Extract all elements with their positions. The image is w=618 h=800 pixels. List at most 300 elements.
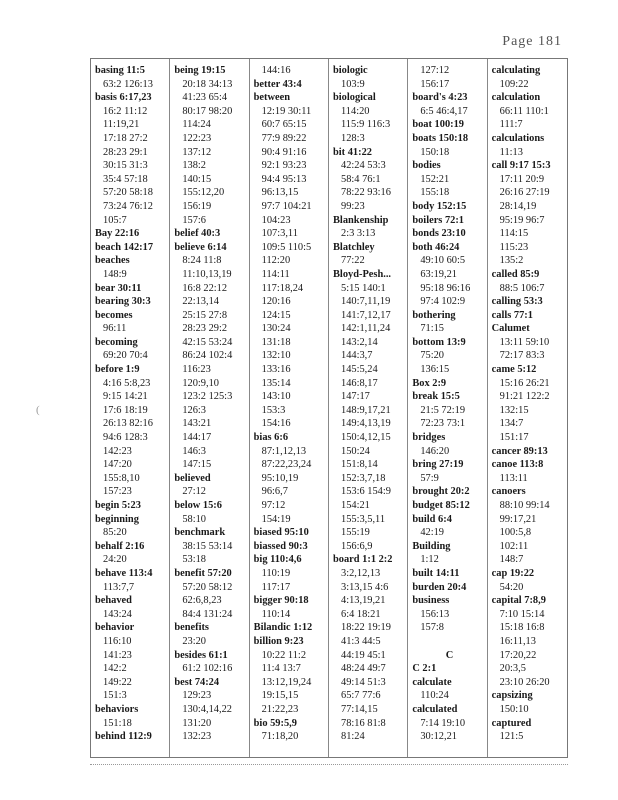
- index-reference: 141:23: [103, 649, 132, 661]
- index-reference: 124:15: [261, 309, 291, 321]
- index-reference: 22:13,14: [182, 296, 219, 308]
- index-reference: 13:11 59:10: [499, 336, 550, 348]
- word-index-columns: [91, 59, 567, 757]
- index-reference: 16:2 11:12: [103, 105, 148, 117]
- index-reference: 81:24: [341, 731, 365, 743]
- index-reference: 58:10: [182, 513, 206, 525]
- index-reference: 144:16: [261, 65, 291, 76]
- index-reference: 117:18,24: [261, 282, 304, 294]
- index-reference: 4:16 5:8,23: [103, 377, 151, 389]
- index-reference: 120:16: [261, 296, 291, 308]
- index-reference: 151:8,14: [341, 459, 378, 471]
- index-reference: 96:11: [103, 323, 127, 335]
- index-headword: believed: [174, 472, 211, 484]
- index-headword: beginning: [95, 513, 139, 525]
- index-reference: 132:10: [261, 350, 291, 362]
- index-reference: 121:5: [499, 731, 524, 743]
- index-reference: 73:24 76:12: [103, 200, 153, 212]
- index-reference: 6:4 18:21: [341, 608, 381, 620]
- index-reference: 116:23: [182, 364, 211, 376]
- index-reference: 114:24: [182, 119, 211, 131]
- index-reference: 17:11 20:9: [499, 173, 545, 185]
- index-reference: 61:2 102:16: [182, 663, 233, 675]
- index-headword: beach 142:17: [95, 241, 154, 253]
- index-reference: 97:12: [261, 500, 286, 511]
- index-reference: 148:7: [499, 554, 524, 566]
- index-headword: big 110:4,6: [253, 554, 302, 566]
- index-reference: 3:13,15 4:6: [341, 581, 389, 593]
- index-reference: 17:18 27:2: [103, 132, 148, 144]
- index-reference: 134:7: [499, 418, 524, 430]
- index-reference: 95:18 96:16: [420, 282, 471, 294]
- index-reference: 131:20: [182, 717, 212, 729]
- index-reference: 28:23 29:1: [103, 146, 148, 158]
- index-reference: 143:10: [261, 391, 291, 403]
- index-headword: calculation: [491, 92, 541, 104]
- index-reference: 57:20 58:12: [182, 581, 233, 593]
- index-reference: 133:16: [261, 364, 291, 376]
- index-reference: 65:7 77:6: [341, 690, 381, 702]
- index-headword: becoming: [95, 336, 138, 348]
- index-headword: biased 95:10: [253, 527, 309, 539]
- index-headword: boat 100:19: [412, 119, 464, 131]
- index-reference: 58:4 76:1: [341, 173, 381, 185]
- index-reference: 42:15 53:24: [182, 336, 233, 348]
- index-headword: build 6:4: [412, 513, 452, 525]
- index-headword: beaches: [95, 255, 130, 267]
- index-reference: 111:7: [499, 119, 523, 131]
- index-reference: 107:3,11: [261, 228, 298, 240]
- index-reference: 103:9: [341, 78, 365, 90]
- index-headword: bearing 30:3: [95, 296, 151, 308]
- index-reference: 63:19,21: [420, 268, 457, 280]
- index-headword: canoers: [491, 486, 526, 498]
- index-reference: 21:22,23: [261, 703, 299, 715]
- index-reference: 97:4 102:9: [420, 296, 466, 308]
- index-headword: built 14:11: [412, 567, 460, 579]
- index-headword: bit 41:22: [333, 146, 372, 158]
- index-reference: 94:4 95:13: [261, 173, 307, 185]
- index-reference: 113:11: [499, 472, 528, 484]
- index-reference: 155:12,20: [182, 187, 225, 199]
- index-reference: 28:14,19: [499, 200, 537, 212]
- index-reference: 148:9,17,21: [341, 404, 391, 416]
- index-reference: 62:6,8,23: [182, 595, 222, 607]
- index-reference: 129:23: [182, 690, 212, 702]
- index-reference: 156:17: [420, 78, 450, 90]
- index-reference: 156:6,9: [341, 540, 373, 552]
- index-reference: 96:13,15: [261, 187, 299, 199]
- index-headword: bio 59:5,9: [253, 717, 297, 729]
- index-reference: 153:6 154:9: [341, 486, 391, 498]
- index-column-3: [250, 59, 329, 757]
- index-reference: 11:19,21: [103, 119, 140, 131]
- index-reference: 130:24: [261, 323, 291, 335]
- index-reference: 116:10: [103, 635, 132, 647]
- index-reference: 102:11: [499, 540, 529, 552]
- index-reference: 146:3: [182, 445, 206, 457]
- index-reference: 120:9,10: [182, 377, 219, 389]
- index-headword: between: [253, 92, 291, 104]
- index-reference: 17:20,22: [499, 649, 537, 661]
- index-headword: billion 9:23: [253, 635, 304, 647]
- index-headword: Building: [412, 540, 451, 552]
- index-reference: 91:21 122:2: [499, 391, 550, 403]
- index-reference: 144:17: [182, 432, 212, 444]
- index-reference: 105:7: [103, 214, 127, 226]
- index-reference: 11:4 13:7: [261, 663, 301, 675]
- index-reference: 109:5 110:5: [261, 241, 312, 253]
- index-headword: behaved: [95, 595, 132, 607]
- index-headword: capsizing: [491, 690, 533, 702]
- index-headword: business: [412, 595, 450, 607]
- index-reference: 38:15 53:14: [182, 540, 233, 552]
- index-reference: 130:4,14,22: [182, 703, 232, 715]
- index-reference: 157:8: [420, 622, 444, 634]
- index-reference: 60:7 65:15: [261, 119, 307, 131]
- index-reference: 145:5,24: [341, 364, 378, 376]
- index-reference: 2:3 3:13: [341, 228, 376, 240]
- index-reference: 85:20: [103, 527, 127, 539]
- index-reference: 135:2: [499, 255, 524, 267]
- index-headword: canoe 113:8: [491, 459, 544, 471]
- index-reference: 11:13: [499, 146, 523, 158]
- index-reference: 11:10,13,19: [182, 268, 232, 280]
- index-headword: boilers 72:1: [412, 214, 464, 226]
- index-reference: 63:2 126:13: [103, 78, 153, 90]
- index-headword: being 19:15: [174, 65, 226, 76]
- index-reference: 10:22 11:2: [261, 649, 307, 661]
- index-reference: 71:15: [420, 323, 444, 335]
- index-reference: 140:7,11,19: [341, 296, 391, 308]
- index-headword: bridges: [412, 432, 446, 444]
- index-reference: 155:19: [341, 527, 370, 539]
- index-reference: 135:14: [261, 377, 291, 389]
- index-reference: 16:11,13: [499, 635, 536, 647]
- index-headword: Bay 22:16: [95, 228, 140, 240]
- index-reference: 54:20: [499, 581, 524, 593]
- index-headword: begin 5:23: [95, 500, 141, 511]
- index-reference: 146:20: [420, 445, 450, 457]
- index-reference: 21:5 72:19: [420, 404, 466, 416]
- index-reference: 154:21: [341, 500, 370, 511]
- index-reference: 95:19 96:7: [499, 214, 545, 226]
- index-reference: 41:3 44:5: [341, 635, 381, 647]
- index-reference: 19:15,15: [261, 690, 299, 702]
- index-reference: 13:12,19,24: [261, 676, 312, 688]
- index-reference: 28:23 29:2: [182, 323, 228, 335]
- index-headword: board's 4:23: [412, 92, 468, 104]
- index-reference: 15:18 16:8: [499, 622, 545, 634]
- index-reference: 12:19 30:11: [261, 105, 312, 117]
- index-reference: 148:9: [103, 268, 127, 280]
- index-reference: 92:1 93:23: [261, 160, 307, 172]
- index-reference: 152:21: [420, 173, 450, 185]
- index-reference: 26:13 82:16: [103, 418, 153, 430]
- index-reference: 147:17: [341, 391, 370, 403]
- index-headword: calculate: [412, 676, 452, 688]
- index-reference: 153:3: [261, 404, 286, 416]
- index-reference: 17:6 18:19: [103, 404, 148, 416]
- index-headword: board 1:1 2:2: [333, 554, 393, 566]
- index-reference: 80:17 98:20: [182, 105, 233, 117]
- index-headword: body 152:15: [412, 200, 467, 212]
- index-reference: 20:3,5: [499, 663, 526, 675]
- index-reference: 156:13: [420, 608, 450, 620]
- index-headword: came 5:12: [491, 364, 537, 376]
- index-headword: bonds 23:10: [412, 228, 466, 240]
- index-reference: 49:14 51:3: [341, 676, 386, 688]
- index-reference: 104:23: [261, 214, 291, 226]
- index-reference: 113:7,7: [103, 581, 135, 593]
- index-section-letter: C: [445, 649, 454, 661]
- index-reference: 150:10: [499, 703, 529, 715]
- index-reference: 142:1,11,24: [341, 323, 391, 335]
- index-headword: break 15:5: [412, 391, 460, 403]
- index-headword: bottom 13:9: [412, 336, 466, 348]
- index-headword: benefits: [174, 622, 209, 634]
- index-reference: 151:3: [103, 690, 127, 702]
- index-headword: bodies: [412, 160, 441, 172]
- index-headword: biologic: [333, 65, 368, 76]
- index-reference: 90:4 91:16: [261, 146, 307, 158]
- index-reference: 97:7 104:21: [261, 200, 312, 212]
- index-reference: 114:15: [499, 228, 529, 240]
- index-reference: 77:9 89:22: [261, 132, 307, 144]
- index-headword: called 85:9: [491, 268, 540, 280]
- index-headword: call 9:17 15:3: [491, 160, 551, 172]
- index-reference: 35:4 57:18: [103, 173, 148, 185]
- page-number: Page 181: [502, 34, 562, 49]
- index-reference: 88:10 99:14: [499, 500, 550, 511]
- index-headword: before 1:9: [95, 364, 140, 376]
- index-reference: 144:3,7: [341, 350, 373, 362]
- index-column-4: [329, 59, 408, 757]
- index-headword: brought 20:2: [412, 486, 470, 498]
- index-reference: 150:4,12,15: [341, 432, 391, 444]
- index-reference: 78:16 81:8: [341, 717, 386, 729]
- index-reference: 42:24 53:3: [341, 160, 386, 172]
- index-reference: 69:20 70:4: [103, 350, 148, 362]
- index-reference: 115:23: [499, 241, 529, 253]
- index-headword: calls 77:1: [491, 309, 533, 321]
- index-reference: 147:20: [103, 459, 132, 471]
- index-reference: 136:15: [420, 364, 450, 376]
- index-reference: 157:23: [103, 486, 132, 498]
- index-reference: 140:15: [182, 173, 212, 185]
- index-headword: calculations: [491, 132, 545, 144]
- index-reference: 18:22 19:19: [341, 622, 391, 634]
- index-reference: 128:3: [341, 132, 365, 144]
- index-reference: 149:4,13,19: [341, 418, 391, 430]
- index-headword: burden 20:4: [412, 581, 467, 593]
- index-reference: 96:6,7: [261, 486, 288, 498]
- index-reference: 87:22,23,24: [261, 459, 312, 471]
- index-reference: 42:19: [420, 527, 444, 539]
- index-headword: behalf 2:16: [95, 540, 145, 552]
- index-reference: 100:5,8: [499, 527, 532, 539]
- index-reference: 143:21: [182, 418, 212, 430]
- index-reference: 5:15 140:1: [341, 282, 386, 294]
- index-headword: benefit 57:20: [174, 567, 232, 579]
- index-headword: behaviors: [95, 703, 139, 715]
- index-headword: basis 6:17,23: [95, 92, 152, 104]
- index-headword: belief 40:3: [174, 228, 221, 240]
- index-headword: C 2:1: [412, 663, 437, 675]
- index-reference: 122:23: [182, 132, 212, 144]
- index-headword: bias 6:6: [253, 432, 289, 444]
- index-reference: 78:22 93:16: [341, 187, 391, 199]
- index-headword: bring 27:19: [412, 459, 464, 471]
- index-spacer: [412, 635, 486, 649]
- index-reference: 95:10,19: [261, 472, 299, 484]
- index-reference: 86:24 102:4: [182, 350, 233, 362]
- index-headword: bothering: [412, 309, 456, 321]
- index-reference: 15:16 26:21: [499, 377, 550, 389]
- index-reference: 7:14 19:10: [420, 717, 466, 729]
- index-reference: 1:12: [420, 554, 439, 566]
- index-reference: 71:18,20: [261, 731, 299, 743]
- index-reference: 25:15 27:8: [182, 309, 228, 321]
- index-headword: biological: [333, 92, 376, 104]
- index-reference: 151:18: [103, 717, 132, 729]
- index-headword: behave 113:4: [95, 567, 153, 579]
- index-reference: 8:24 11:8: [182, 255, 222, 267]
- index-headword: benchmark: [174, 527, 226, 539]
- index-reference: 110:19: [261, 567, 291, 579]
- index-reference: 126:3: [182, 404, 206, 416]
- index-reference: 77:14,15: [341, 703, 378, 715]
- index-reference: 147:15: [182, 459, 212, 471]
- index-reference: 127:12: [420, 65, 450, 76]
- index-headword: Blankenship: [333, 214, 389, 226]
- index-reference: 44:19 45:1: [341, 649, 386, 661]
- index-reference: 27:12: [182, 486, 206, 498]
- index-reference: 155:3,5,11: [341, 513, 386, 525]
- index-reference: 26:16 27:19: [499, 187, 550, 199]
- index-reference: 75:20: [420, 350, 444, 362]
- index-reference: 142:23: [103, 445, 132, 457]
- index-reference: 24:20: [103, 554, 127, 566]
- index-reference: 48:24 49:7: [341, 663, 386, 675]
- margin-mark: (: [36, 404, 40, 416]
- index-reference: 150:18: [420, 146, 450, 158]
- index-headword: calculated: [412, 703, 458, 715]
- index-reference: 94:6 128:3: [103, 432, 148, 444]
- index-reference: 53:18: [182, 554, 206, 566]
- index-reference: 4:13,19,21: [341, 595, 386, 607]
- index-headword: believe 6:14: [174, 241, 227, 253]
- index-reference: 154:19: [261, 513, 291, 525]
- index-column-6: [488, 59, 567, 757]
- index-reference: 110:24: [420, 690, 449, 702]
- index-reference: 151:17: [499, 432, 529, 444]
- footer-rule: [90, 764, 568, 765]
- index-headword: bear 30:11: [95, 282, 142, 294]
- index-headword: besides 61:1: [174, 649, 228, 661]
- index-reference: 110:14: [261, 608, 291, 620]
- index-reference: 30:15 31:3: [103, 160, 148, 172]
- index-reference: 57:20 58:18: [103, 187, 153, 199]
- index-reference: 142:2: [103, 663, 127, 675]
- index-reference: 112:20: [261, 255, 291, 267]
- index-reference: 7:10 15:14: [499, 608, 545, 620]
- index-reference: 132:15: [499, 404, 529, 416]
- index-reference: 87:1,12,13: [261, 445, 307, 457]
- index-headword: cancer 89:13: [491, 445, 548, 457]
- index-reference: 41:23 65:4: [182, 92, 228, 104]
- index-headword: Calumet: [491, 323, 530, 335]
- index-column-5: [408, 59, 487, 757]
- index-headword: both 46:24: [412, 241, 460, 253]
- index-headword: best 74:24: [174, 676, 220, 688]
- index-reference: 143:2,14: [341, 336, 378, 348]
- index-reference: 150:24: [341, 445, 370, 457]
- index-reference: 9:15 14:21: [103, 391, 148, 403]
- index-reference: 23:20: [182, 635, 206, 647]
- index-reference: 132:23: [182, 731, 212, 743]
- index-reference: 157:6: [182, 214, 206, 226]
- index-headword: Bloyd-Pesh...: [333, 268, 392, 280]
- index-reference: 66:11 110:1: [499, 105, 549, 117]
- index-headword: biassed 90:3: [253, 540, 308, 552]
- index-reference: 109:22: [499, 78, 529, 90]
- index-reference: 156:19: [182, 200, 212, 212]
- index-reference: 72:17 83:3: [499, 350, 545, 362]
- index-headword: Box 2:9: [412, 377, 447, 389]
- index-reference: 115:9 116:3: [341, 119, 391, 131]
- index-reference: 77:22: [341, 255, 365, 267]
- index-reference: 143:24: [103, 608, 132, 620]
- index-headword: calling 53:3: [491, 296, 543, 308]
- index-reference: 23:10 26:20: [499, 676, 550, 688]
- index-headword: captured: [491, 717, 532, 729]
- index-reference: 20:18 34:13: [182, 78, 233, 90]
- index-reference: 57:9: [420, 472, 439, 484]
- index-reference: 3:2,12,13: [341, 567, 381, 579]
- index-reference: 99:17,21: [499, 513, 537, 525]
- index-headword: cap 19:22: [491, 567, 535, 579]
- index-reference: 152:3,7,18: [341, 472, 386, 484]
- index-reference: 49:10 60:5: [420, 255, 466, 267]
- index-headword: below 15:6: [174, 500, 222, 511]
- index-column-1: [91, 59, 170, 757]
- index-reference: 155:18: [420, 187, 450, 199]
- index-reference: 155:8,10: [103, 472, 140, 484]
- index-reference: 72:23 73:1: [420, 418, 466, 430]
- index-column-2: [170, 59, 249, 757]
- index-reference: 154:16: [261, 418, 291, 430]
- index-reference: 117:17: [261, 581, 291, 593]
- index-headword: calculating: [491, 65, 541, 76]
- index-reference: 146:8,17: [341, 377, 378, 389]
- index-headword: better 43:4: [253, 78, 302, 90]
- index-headword: behind 112:9: [95, 731, 152, 743]
- index-headword: Bilandic 1:12: [253, 622, 313, 634]
- index-headword: boats 150:18: [412, 132, 469, 144]
- index-headword: basing 11:5: [95, 65, 145, 76]
- index-reference: 138:2: [182, 160, 206, 172]
- index-reference: 6:5 46:4,17: [420, 105, 468, 117]
- index-reference: 114:20: [341, 105, 370, 117]
- index-reference: 16:8 22:12: [182, 282, 228, 294]
- index-reference: 114:11: [261, 268, 290, 280]
- index-headword: Blatchley: [333, 241, 375, 253]
- index-reference: 84:4 131:24: [182, 608, 233, 620]
- index-reference: 30:12,21: [420, 731, 457, 743]
- index-reference: 141:7,12,17: [341, 309, 391, 321]
- index-headword: behavior: [95, 622, 135, 634]
